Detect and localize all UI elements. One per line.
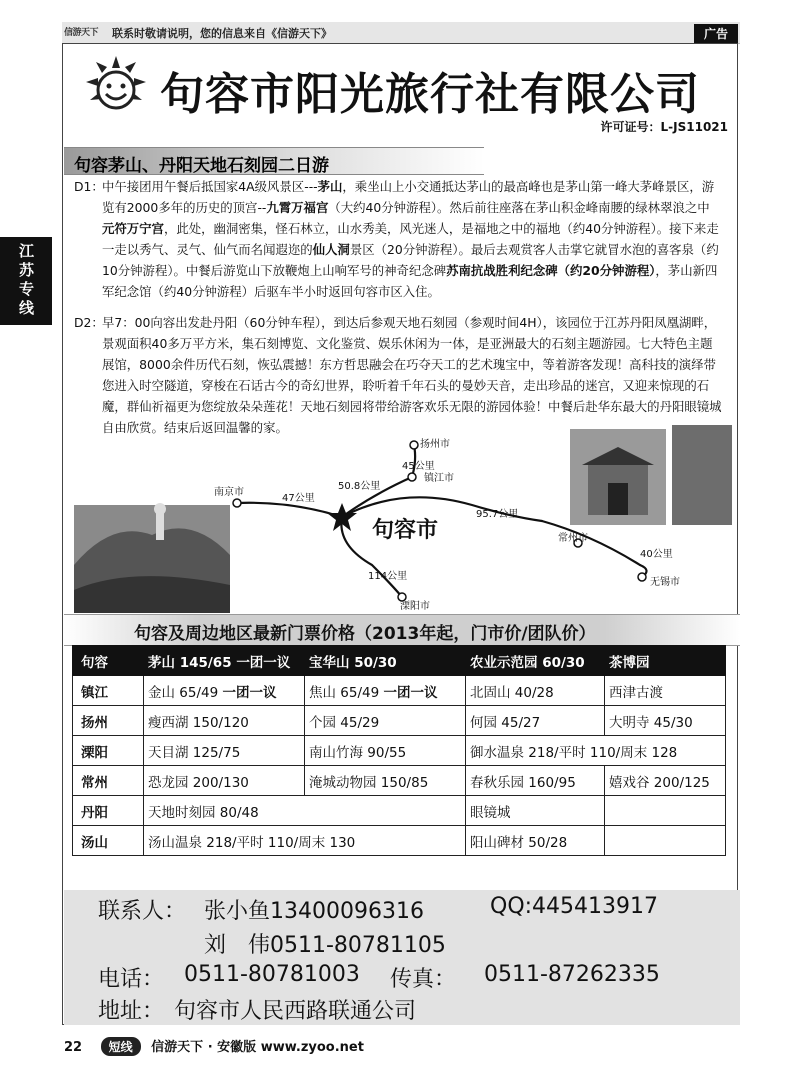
ticket-row	[73, 796, 726, 826]
ticket-price: 宝华山 50/30	[309, 654, 397, 671]
contact-address: 句容市人民西路联通公司	[174, 999, 417, 1024]
itinerary-day-2	[74, 312, 722, 438]
day-label: D1：	[74, 179, 104, 194]
map-city-zhenjiang: 镇江市	[424, 473, 454, 484]
map-city-wuxi: 无锡市	[650, 577, 680, 588]
ticket-price: 茶博园	[609, 654, 650, 671]
day-text	[102, 312, 722, 438]
ticket-city: 句容	[73, 646, 144, 676]
ticket-title: 句容及周边地区最新门票价格（2013年起，门市价/团队价）	[134, 624, 596, 644]
highlight-text: 茅山	[317, 179, 343, 194]
ticket-city: 溧阳	[73, 736, 144, 766]
ticket-cell	[144, 826, 466, 856]
ticket-price: 阳山碑材 50/28	[470, 834, 568, 851]
map-city-changzhou: 常州市	[558, 533, 588, 544]
ticket-cell	[144, 646, 305, 676]
route-title-bar	[64, 147, 484, 175]
ticket-price: 焦山 65/49	[309, 684, 384, 701]
map-city-yangzhou: 扬州市	[420, 439, 450, 450]
city-dot-zhenjiang	[408, 473, 416, 481]
body-text: （大约40分钟游程）。然后前往座落在茅山积金峰南腰的绿林翠浪之中	[328, 200, 710, 215]
ticket-cell	[305, 736, 466, 766]
ticket-price: 御水温泉 218/平时 110/周末 128	[470, 744, 678, 761]
map-dist-nanjing: 47公里	[282, 493, 315, 504]
ticket-cell	[305, 766, 466, 796]
mountain-photo	[74, 503, 230, 613]
ticket-price: 何园 45/27	[470, 714, 541, 731]
ticket-row	[73, 826, 726, 856]
city-dot-liyang	[398, 593, 406, 601]
license-number: 许可证号：L-JS11021	[600, 120, 728, 134]
ticket-row	[73, 736, 726, 766]
ticket-city: 常州	[73, 766, 144, 796]
ticket-cell	[144, 736, 305, 766]
contact-address-label: 地址：	[98, 999, 165, 1024]
highlight-text: 苏南抗战胜利纪念碑（约20分钟游程）	[446, 263, 656, 278]
ticket-title-bar	[64, 614, 740, 646]
ticket-price: 嬉戏谷 200/125	[609, 774, 710, 791]
ticket-cell	[466, 796, 605, 826]
ticket-city: 汤山	[73, 826, 144, 856]
contact-person-label: 联系人：	[98, 899, 187, 924]
ticket-cell	[466, 766, 605, 796]
contact-box	[64, 890, 740, 1025]
ticket-cell	[466, 646, 605, 676]
city-dot-yangzhou	[410, 441, 418, 449]
side-tab: 江苏专线	[0, 237, 52, 325]
ticket-cell	[305, 706, 466, 736]
body-text: 景区（20分钟游程）。最后去观赏客人击掌它就冒水泡的喜客泉（约10分钟游程）。中餐后游览山下放鞭炮上山响军号的神奇纪念碑	[102, 242, 719, 278]
ticket-cell	[466, 736, 726, 766]
ticket-cell	[466, 676, 605, 706]
map-dist-yangzhou: 45公里	[402, 461, 435, 472]
map-dist-liyang: 114公里	[368, 571, 408, 582]
temple-photo	[570, 425, 732, 525]
itinerary-day-1	[74, 176, 722, 302]
body-text: ，此处，幽洞密集，怪石林立，山水秀美，风光迷人，是福地之中的福地（约40分钟游程）。接下来走一走以秀气、灵气、仙气而名闻遐迩的	[102, 221, 719, 257]
footer	[64, 1036, 364, 1056]
ticket-price: 春秋乐园 160/95	[470, 774, 576, 791]
page-number: 22	[64, 1040, 83, 1055]
ticket-row	[73, 766, 726, 796]
ticket-cell	[605, 706, 726, 736]
contact-person-2: 刘 伟0511-80781105	[204, 933, 446, 958]
header-strip	[62, 22, 740, 44]
ticket-cell	[605, 646, 726, 676]
ticket-price: 天地时刻园 80/48	[148, 804, 259, 821]
ticket-city: 丹阳	[73, 796, 144, 826]
map-center-label: 句容市	[372, 518, 439, 543]
ticket-price: 南山竹海 90/55	[309, 744, 407, 761]
day-label: D2：	[74, 315, 104, 330]
body-text: ，茅山新四军纪念馆（约40分钟游程）后驱车半小时返回句容市区入住。	[102, 263, 718, 299]
city-dot-wuxi	[638, 573, 646, 581]
ticket-row	[73, 706, 726, 736]
ticket-price: 大明寺 45/30	[609, 714, 693, 731]
ticket-cell	[605, 766, 726, 796]
ticket-table	[72, 645, 726, 856]
ticket-cell	[144, 676, 305, 706]
contact-fax-label: 传真：	[390, 967, 457, 992]
ticket-row	[73, 676, 726, 706]
ticket-price: 恐龙园 200/130	[148, 774, 249, 791]
ticket-cell	[144, 766, 305, 796]
footer-pill: 短线	[101, 1037, 141, 1056]
ticket-price: 淹城动物园 150/85	[309, 774, 429, 791]
ticket-price: 天目湖 125/75	[148, 744, 241, 761]
ticket-cell	[144, 706, 305, 736]
ad-tag: 广告	[694, 24, 738, 44]
ticket-cell	[466, 706, 605, 736]
contact-phone: 0511-80781003	[184, 962, 360, 987]
ticket-city: 镇江	[73, 676, 144, 706]
ticket-cell	[466, 826, 605, 856]
ticket-price: 西津古渡	[609, 684, 663, 701]
contact-qq: QQ:445413917	[490, 894, 659, 919]
contact-phone-label: 电话：	[98, 967, 165, 992]
ticket-price: 北固山 40/28	[470, 684, 554, 701]
contact-person-1: 张小鱼13400096316	[204, 899, 424, 924]
ticket-note: 一团一议	[222, 684, 277, 701]
header-notice: 联系时敬请说明，您的信息来自《信游天下》	[112, 27, 332, 40]
ticket-price: 汤山温泉 218/平时 110/周末 130	[148, 834, 356, 851]
ticket-price: 瘦西湖 150/120	[148, 714, 249, 731]
body-text: 早7：00向容出发赴丹阳（60分钟车程），到达后参观天地石刻园（参观时间4H），该园位于江苏丹阳凤凰湖畔，景观面积40多万平方米，集石刻博览、文化鉴赏、娱乐休闲为一体，是亚洲最大的石刻主题游园。七大特色主题展馆，8000余件历代石刻，恢弘震撼！东方哲思融会在巧夺天工的艺术瑰宝中，等着游客发现！高科技的演绎带您进入时空隧道，穿梭在石话古今的奇幻世界，聆听着千年石头的曼妙天音，走出珍品的迷宫，又迎来惊现的石魔，群仙祈福更为您绽放朵朵莲花！天地石刻园将带给游客欢乐无限的游园体验！中餐后赴华东最大的丹阳眼镜城自由欣赏。结束后返回温馨的家。	[102, 315, 722, 435]
highlight-text: 九霄万福宫	[266, 200, 329, 215]
header-logo: 信游天下	[64, 28, 99, 38]
map-dist-zhenjiang: 50.8公里	[338, 481, 381, 492]
ticket-price: 茅山 145/65	[148, 654, 237, 671]
map-dist-wuxi: 40公里	[640, 549, 673, 560]
ticket-cell	[605, 796, 726, 826]
ticket-price: 金山 65/49	[148, 684, 223, 701]
ticket-note: 一团一议	[236, 654, 291, 671]
body-text: ，乘坐山上小交通抵达茅山的最高峰也是茅山第一峰大茅峰景区，游览有2000多年的历史的顶宫--	[102, 179, 715, 215]
ticket-cell	[605, 676, 726, 706]
body-text: 中午接团用午餐后抵国家4A级风景区---	[102, 179, 318, 194]
ticket-price: 眼镜城	[470, 804, 511, 821]
route-map	[72, 425, 732, 615]
highlight-text: 元符万宁宫	[102, 221, 164, 236]
city-dot-nanjing	[233, 499, 241, 507]
day-text	[102, 176, 722, 302]
map-dist-changzhou: 95.7公里	[476, 509, 519, 520]
ticket-row	[73, 646, 726, 676]
ticket-note: 一团一议	[383, 684, 438, 701]
contact-fax: 0511-87262335	[484, 962, 660, 987]
ticket-cell	[605, 826, 726, 856]
footer-url[interactable]: www.zyoo.net	[260, 1040, 364, 1055]
footer-brand: 信游天下 · 安徽版	[151, 1040, 257, 1055]
route-title: 句容茅山、丹阳天地石刻园二日游	[74, 156, 329, 176]
map-city-nanjing: 南京市	[214, 487, 244, 498]
highlight-text: 仙人洞	[312, 242, 350, 257]
map-city-liyang: 溧阳市	[400, 601, 430, 612]
ticket-cell	[305, 676, 466, 706]
ticket-price: 个园 45/29	[309, 714, 380, 731]
company-name: 句容市阳光旅行社有限公司	[160, 69, 700, 120]
ticket-price: 农业示范园 60/30	[470, 654, 585, 671]
ticket-cell	[305, 646, 466, 676]
sun-logo-icon	[84, 54, 148, 118]
ticket-cell	[144, 796, 466, 826]
ticket-city: 扬州	[73, 706, 144, 736]
